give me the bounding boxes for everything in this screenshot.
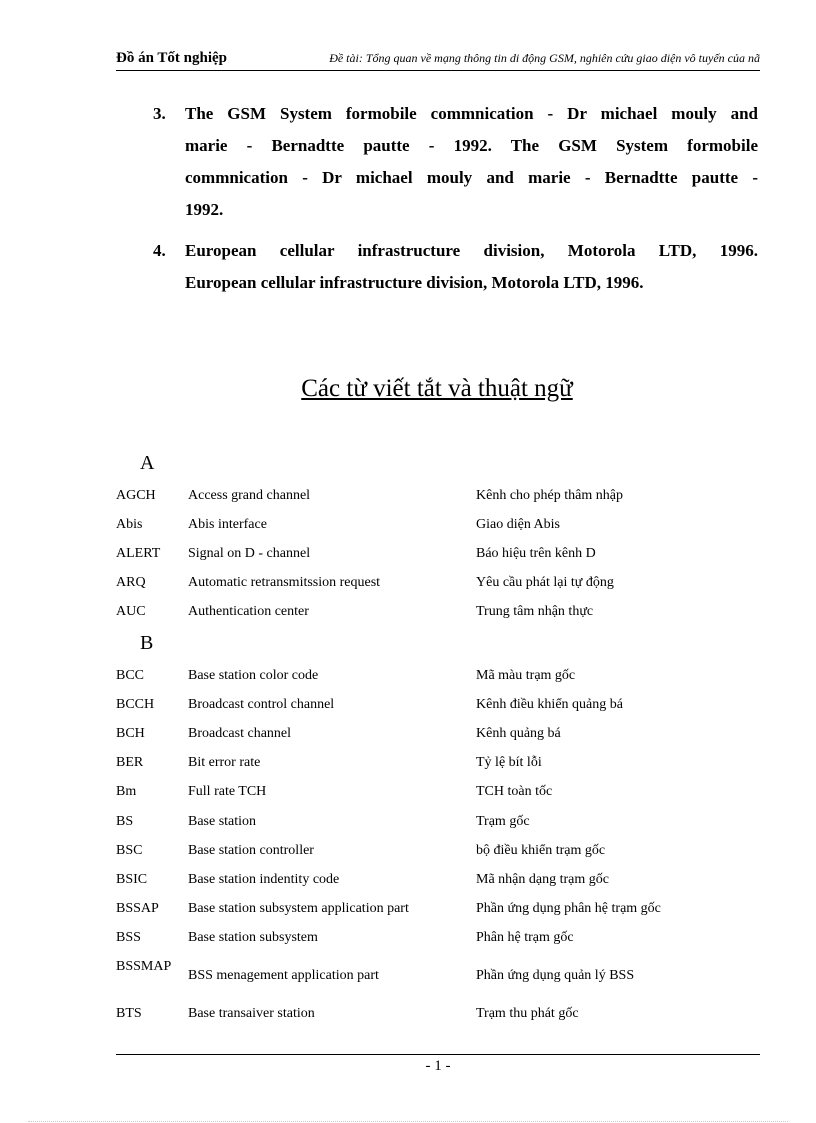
row-vietnamese: Phần ứng dụng quản lý BSS xyxy=(476,968,635,983)
row-abbreviation: BER xyxy=(116,755,144,770)
glossary-row xyxy=(116,600,776,626)
row-abbreviation: BSS xyxy=(116,930,141,945)
reference-line: commnication - Dr michael mouly and marie - Bernadtte pautte - xyxy=(185,168,758,187)
row-abbreviation: BSC xyxy=(116,843,143,858)
row-abbreviation: BCH xyxy=(116,726,145,741)
row-vietnamese: Mã nhận dạng trạm gốc xyxy=(476,872,609,887)
section-letter-a: A xyxy=(140,452,155,474)
row-english: Bit error rate xyxy=(188,755,261,770)
row-vietnamese: Báo hiệu trên kênh D xyxy=(476,546,596,561)
row-vietnamese: Mã màu trạm gốc xyxy=(476,668,576,683)
page-number: - 1 - xyxy=(425,1058,451,1074)
reference-line: European cellular infrastructure division, Motorola LTD, 1996. xyxy=(185,273,644,292)
row-vietnamese: Phần ứng dụng phân hệ trạm gốc xyxy=(476,901,661,916)
row-english: Broadcast channel xyxy=(188,726,292,741)
glossary-row xyxy=(116,693,776,719)
page-header xyxy=(116,48,760,71)
glossary-row xyxy=(116,780,776,806)
row-abbreviation: BTS xyxy=(116,1006,142,1021)
row-english: Access grand channel xyxy=(188,488,311,503)
row-english: Abis interface xyxy=(188,517,267,532)
row-english: Base station controller xyxy=(188,843,314,858)
glossary-row xyxy=(116,484,776,510)
row-english: Base station xyxy=(188,814,257,829)
row-vietnamese: Trạm gốc xyxy=(476,814,530,829)
row-vietnamese: TCH toàn tốc xyxy=(476,784,553,799)
row-english: Full rate TCH xyxy=(188,784,267,799)
row-vietnamese: Kênh cho phép thâm nhập xyxy=(476,488,623,503)
reference-number: 3. xyxy=(153,104,166,123)
glossary-row xyxy=(116,1002,776,1028)
row-vietnamese: Trung tâm nhận thực xyxy=(476,604,594,619)
glossary-row xyxy=(116,959,776,990)
row-abbreviation: AUC xyxy=(116,604,146,619)
row-english: Automatic retransmitssion request xyxy=(188,575,381,590)
section-letter-b: B xyxy=(140,632,154,654)
row-abbreviation: BS xyxy=(116,814,134,829)
reference-item-4 xyxy=(153,235,758,299)
row-abbreviation: Abis xyxy=(116,517,143,532)
row-english: Base transaiver station xyxy=(188,1006,315,1021)
reference-line: European cellular infrastructure division, Motorola LTD, 1996. xyxy=(185,241,758,260)
reference-item-3 xyxy=(153,98,758,226)
reference-number: 4. xyxy=(153,241,166,260)
row-vietnamese: Kênh điều khiển quảng bá xyxy=(476,697,623,712)
row-abbreviation: AGCH xyxy=(116,488,156,503)
glossary-row xyxy=(116,571,776,597)
row-vietnamese: Kênh quảng bá xyxy=(476,726,561,741)
row-abbreviation: ALERT xyxy=(116,546,161,561)
header-topic: Đề tài: Tổng quan về mạng thông tin di động GSM, nghiên cứu giao diện vô tuyến của nã xyxy=(329,51,760,65)
row-abbreviation: BSIC xyxy=(116,872,148,887)
row-english: Base station color code xyxy=(188,668,319,683)
row-abbreviation: ARQ xyxy=(116,575,146,590)
row-abbreviation: BCCH xyxy=(116,697,155,712)
glossary-row xyxy=(116,839,776,865)
glossary-title: Các từ viết tắt và thuật ngữ xyxy=(301,375,573,402)
row-vietnamese: bộ điều khiển trạm gốc xyxy=(476,843,606,858)
reference-line: marie - Bernadtte pautte - 1992. The GSM System formobile xyxy=(185,136,758,155)
row-english: BSS menagement application part xyxy=(188,968,379,983)
row-english: Base station subsystem application part xyxy=(188,901,409,916)
row-abbreviation: Bm xyxy=(116,784,137,799)
header-thesis-label: Đồ án Tốt nghiệp xyxy=(116,50,228,66)
reference-line: The GSM System formobile commnication - Dr michael mouly and xyxy=(185,104,758,123)
row-vietnamese: Trạm thu phát gốc xyxy=(476,1006,579,1021)
row-english: Authentication center xyxy=(188,604,309,619)
row-vietnamese: Tỷ lệ bít lỗi xyxy=(476,755,542,770)
row-abbreviation: BSSAP xyxy=(116,901,159,916)
row-english: Base station subsystem xyxy=(188,930,318,945)
row-english: Broadcast control channel xyxy=(188,697,335,712)
row-vietnamese: Yêu cầu phát lại tự động xyxy=(476,575,614,590)
row-abbreviation: BCC xyxy=(116,668,145,683)
glossary-row xyxy=(116,722,776,748)
glossary-row xyxy=(116,542,776,568)
row-vietnamese: Phân hệ trạm gốc xyxy=(476,930,574,945)
row-english: Base station indentity code xyxy=(188,872,340,887)
row-vietnamese: Giao diện Abis xyxy=(476,517,560,532)
reference-line: 1992. xyxy=(185,200,224,219)
row-english: Signal on D - channel xyxy=(188,546,311,561)
footer-divider xyxy=(116,1054,760,1055)
page-bottom-border xyxy=(28,1121,788,1122)
glossary-row xyxy=(116,664,776,690)
glossary-row xyxy=(116,751,776,777)
glossary-row xyxy=(116,513,776,539)
row-abbreviation: BSSMAP xyxy=(116,959,172,974)
glossary-row xyxy=(116,897,776,923)
glossary-row xyxy=(116,810,776,836)
glossary-row xyxy=(116,868,776,894)
glossary-row xyxy=(116,926,776,952)
